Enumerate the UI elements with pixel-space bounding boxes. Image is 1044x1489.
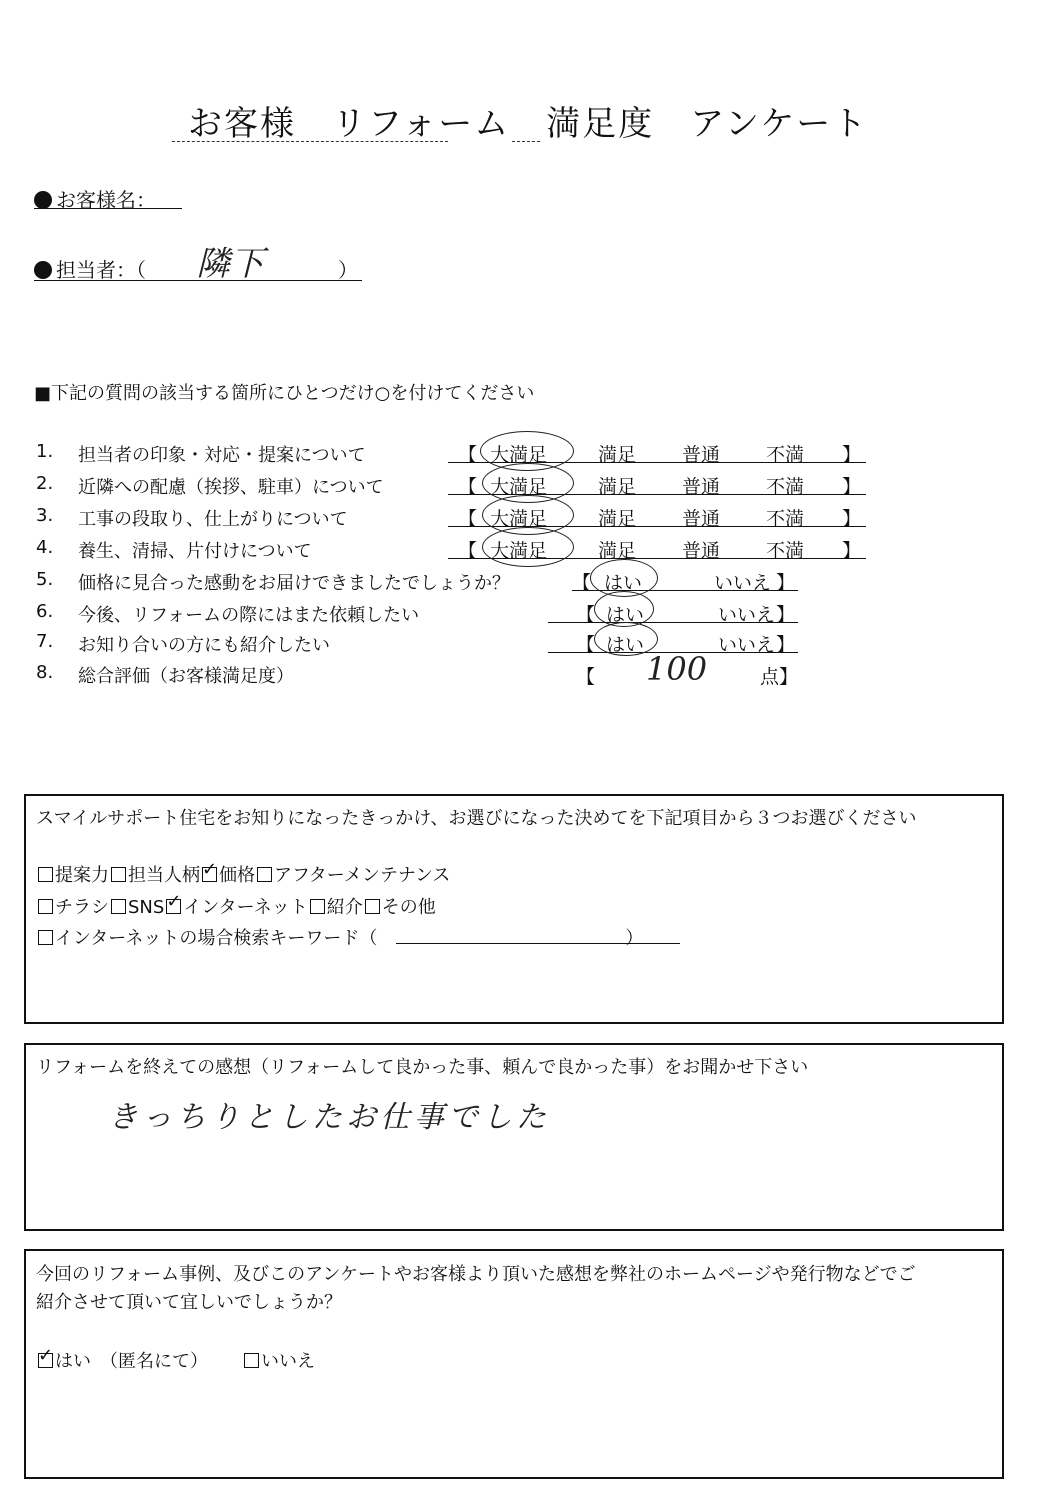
customer-name-underline — [34, 208, 182, 209]
option-manzoku: 満足 — [598, 540, 637, 562]
option-fuman: 不満 — [766, 476, 805, 498]
option-futsu: 普通 — [682, 476, 721, 498]
option-label: アフターメンテナンス — [274, 865, 451, 886]
option-label: その他 — [381, 897, 436, 918]
page-title: お客様 リフォーム 満足度 アンケート — [188, 104, 869, 144]
option-futsu: 普通 — [682, 508, 721, 530]
bracket-close: 】 — [776, 604, 796, 626]
checkbox[interactable] — [257, 867, 272, 882]
option-daimanzoku: 大満足 — [490, 508, 548, 530]
selection-circle — [482, 527, 574, 567]
instruction-text: ■下記の質問の該当する箇所にひとつだけ○を付けてください — [34, 383, 535, 404]
checkbox[interactable] — [244, 1353, 259, 1368]
option-daimanzoku: 大満足 — [490, 476, 548, 498]
checkbox[interactable] — [111, 867, 126, 882]
bullet-icon — [34, 191, 52, 209]
consent-options — [36, 1347, 315, 1373]
consent-question-line2: 紹介させて頂いて宜しいでしょうか？ — [36, 1292, 342, 1313]
question-text: 今後、リフォームの際にはまた依頼したい — [78, 605, 420, 626]
checkbox-checked[interactable] — [202, 867, 217, 882]
consent-question-line1: 今回のリフォーム事例、及びこのアンケートやお客様より頂いた感想を弊社のホームページや発行物などでご — [36, 1264, 916, 1285]
source-row-2 — [36, 893, 436, 919]
title-underline — [512, 141, 540, 142]
bracket-open: 【 — [458, 540, 478, 562]
points-bracket-close: 点】 — [760, 666, 799, 688]
option-daimanzoku: 大満足 — [490, 540, 548, 562]
source-row-1 — [36, 861, 450, 887]
overall-score-handwritten: 100 — [646, 650, 708, 688]
keyword-open-paren: （ — [359, 928, 378, 949]
impression-answer-handwritten: きっちりとしたお仕事でした — [108, 1100, 550, 1135]
impression-heading: リフォームを終えての感想（リフォームして良かった事、頼んで良かった事）をお聞かせ下さい — [36, 1057, 809, 1078]
question-num: 1. — [36, 441, 54, 462]
title-underline — [172, 141, 448, 142]
question-num: 6. — [36, 601, 54, 622]
bracket-close: 】 — [842, 444, 862, 466]
bracket-close: 】 — [842, 540, 862, 562]
option-fuman: 不満 — [766, 508, 805, 530]
option-fuman: 不満 — [766, 444, 805, 466]
source-heading: スマイルサポート住宅をお知りになったきっかけ、お選びになった決めてを下記項目から３つお選びください — [36, 808, 917, 829]
checkbox-checked[interactable] — [38, 1353, 53, 1368]
question-num: 8. — [36, 662, 54, 683]
bracket-close: 】 — [776, 572, 796, 594]
question-text: 養生、清掃、片付けについて — [78, 541, 312, 562]
question-num: 3. — [36, 505, 54, 526]
checkbox-checked[interactable] — [166, 899, 181, 914]
staff-underline — [34, 280, 362, 281]
customer-name-label: お客様名： — [56, 188, 156, 212]
option-iie: いいえ — [714, 572, 772, 594]
answer-underline — [548, 622, 798, 623]
checkbox[interactable] — [111, 899, 126, 914]
option-label: チラシ — [55, 897, 109, 918]
option-futsu: 普通 — [682, 444, 721, 466]
bracket-open: 【 — [458, 444, 478, 466]
question-num: 4. — [36, 537, 54, 558]
checkbox[interactable] — [310, 899, 325, 914]
option-manzoku: 満足 — [598, 444, 637, 466]
question-text: 工事の段取り、仕上がりについて — [78, 509, 348, 530]
staff-field — [34, 254, 146, 283]
option-label: インターネット — [183, 897, 308, 918]
checkbox[interactable] — [38, 930, 53, 945]
bracket-close: 】 — [842, 476, 862, 498]
consent-yes-label: はい （匿名にて） — [55, 1351, 208, 1372]
option-label: 担当人柄 — [128, 865, 200, 886]
bracket-open: 【 — [576, 634, 596, 656]
question-num: 5. — [36, 569, 54, 590]
option-daimanzoku: 大満足 — [490, 444, 548, 466]
checkbox[interactable] — [38, 867, 53, 882]
option-iie: いいえ — [718, 604, 776, 626]
question-text: 近隣への配慮（挨拶、駐車）について — [78, 477, 384, 498]
consent-no-label: いいえ — [261, 1351, 315, 1372]
option-label: 価格 — [219, 865, 255, 886]
keyword-row — [36, 924, 643, 950]
keyword-close-paren: ） — [625, 928, 644, 949]
option-label: SNS — [128, 897, 165, 918]
question-text: お知り合いの方にも紹介したい — [78, 635, 330, 656]
question-num: 7. — [36, 631, 54, 652]
question-text: 総合評価（お客様満足度） — [78, 666, 294, 687]
bullet-icon — [34, 261, 52, 279]
bracket-close: 】 — [776, 634, 796, 656]
bracket-open: 【 — [572, 572, 592, 594]
bracket-close: 】 — [842, 508, 862, 530]
option-futsu: 普通 — [682, 540, 721, 562]
checkbox[interactable] — [365, 899, 380, 914]
option-label: 紹介 — [326, 897, 363, 918]
option-hai: はい — [606, 604, 645, 626]
option-manzoku: 満足 — [598, 476, 637, 498]
option-hai: はい — [604, 572, 643, 594]
checkbox[interactable] — [38, 899, 53, 914]
staff-name-handwritten: 隣下 — [196, 244, 264, 284]
keyword-label: インターネットの場合検索キーワード — [55, 928, 360, 949]
option-label: 提案力 — [55, 865, 109, 886]
option-fuman: 不満 — [766, 540, 805, 562]
option-iie: いいえ — [718, 634, 776, 656]
option-manzoku: 満足 — [598, 508, 637, 530]
staff-label: 担当者：（ — [56, 258, 146, 282]
option-hai: はい — [606, 634, 645, 656]
question-text: 価格に見合った感動をお届けできましたでしょうか？ — [78, 573, 510, 594]
question-num: 2. — [36, 473, 54, 494]
bracket-open: 【 — [458, 508, 478, 530]
bracket-open: 【 — [576, 604, 596, 626]
staff-close-paren: ） — [338, 258, 358, 282]
question-text: 担当者の印象・対応・提案について — [78, 445, 366, 466]
bracket-open: 【 — [576, 666, 596, 688]
bracket-open: 【 — [458, 476, 478, 498]
keyword-underline — [396, 943, 680, 944]
